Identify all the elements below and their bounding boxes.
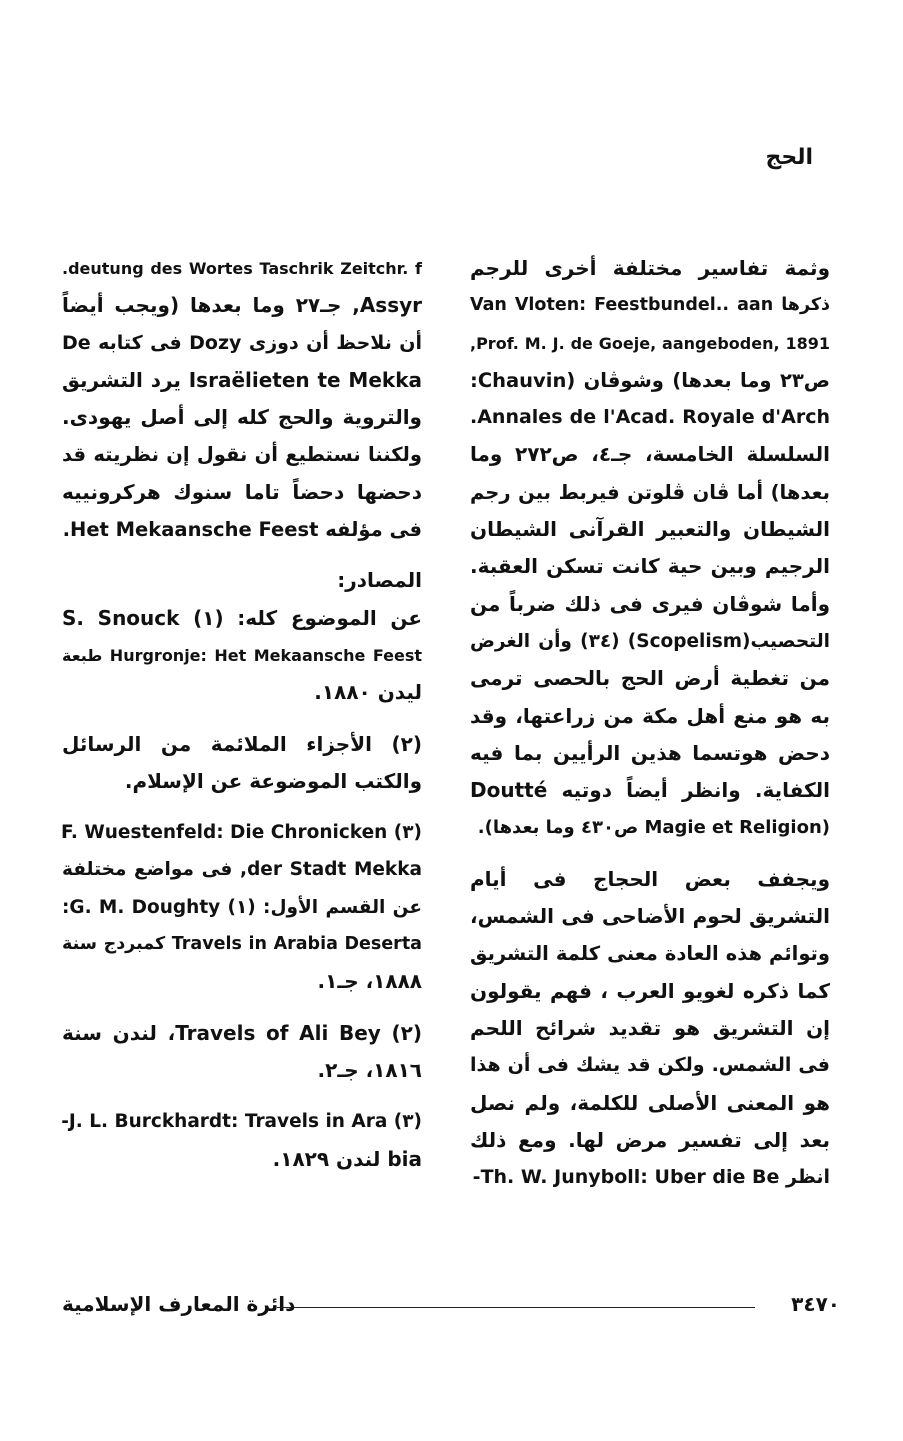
text-line: (٣) F. Wuestenfeld: Die Chronicken — [60, 822, 422, 844]
footer-title: دائرة المعارف الإسلامية — [62, 1292, 296, 1316]
footer-rule — [277, 1307, 755, 1308]
text-line: Hurgronje: Het Mekaansche Feest طبعة — [62, 645, 422, 665]
text-line: فى مؤلفه Het Mekaansche Feest. — [62, 518, 422, 542]
text-line: ذكرها Van Vloten: Feestbundel.. aan — [470, 295, 830, 316]
text-line: بعدها) أما ڤان ڤلوتن فيربط بين رجم — [470, 480, 830, 504]
text-line: Travels in Arabia Deserta كمبردج سنة — [62, 934, 422, 955]
text-line: وأما شوڤان فيرى فى ذلك ضرباً من — [470, 591, 830, 616]
paragraph-gap — [470, 847, 830, 861]
text-line: التشريق لحوم الأضاحى فى الشمس، — [470, 904, 830, 929]
page-footer — [62, 1292, 840, 1332]
text-line: ولكننا نستطيع أن نقول إن نظريته قد — [62, 443, 422, 467]
text-line: (٣) J. L. Burckhardt: Travels in Ara- — [61, 1111, 422, 1133]
left-column — [62, 250, 422, 1178]
text-line: ١٨٨٨، جـ١. — [317, 969, 422, 994]
text-line: بعد إلى تفسير مرض لها. ومع ذلك — [470, 1127, 830, 1152]
text-line: إن التشريق هو تقديد شرائح اللحم — [470, 1015, 830, 1040]
text-line: دحض هوتسما هذين الرأيين بما فيه — [470, 740, 830, 765]
page-number: ٣٤٧٠ — [791, 1292, 840, 1316]
text-line: deutung des Wortes Taschrik Zeitchr. f. — [62, 259, 422, 278]
text-line: التحصيب(Scopelism) (٣٤) وأن الغرض — [470, 630, 831, 652]
text-line: ص٢٣ وما بعدها) وشوڤان (Chauvin: — [470, 368, 830, 392]
text-line: الشيطان والتعبير القرآنى الشيطان — [470, 517, 830, 542]
text-line: وتوائم هذه العادة معنى كلمة التشريق — [470, 942, 830, 966]
text-line: دحضها دحضاً تاما سنوك هركرونييه — [62, 479, 422, 504]
text-line: هو المعنى الأصلى للكلمة، ولم نصل — [470, 1090, 830, 1115]
text-line: (٢) Travels of Ali Bey، لندن سنة — [62, 1020, 422, 1045]
text-line: المصادر: — [337, 568, 422, 593]
text-line: Annales de l'Acad. Royale d'Arch. — [470, 406, 830, 429]
paragraph-gap — [62, 1001, 422, 1015]
text-line: Prof. M. J. de Goeje, aangeboden, 1891, — [470, 333, 830, 353]
text-line: (٢) الأجزاء الملائمة من الرسائل — [62, 731, 422, 756]
text-line: انظر Th. W. Junyboll: Uber die Be- — [472, 1166, 830, 1189]
text-line: كما ذكره لغويو العرب ، فهم يقولون — [470, 978, 830, 1003]
text-line: الرجيم وبين حية كانت تسكن العقبة. — [470, 554, 830, 579]
paragraph-gap — [62, 712, 422, 726]
text-line: أن نلاحظ أن دوزى Dozy فى كتابه De — [62, 331, 422, 354]
text-line: (Magie et Religion ص٤٣٠ وما بعدها). — [477, 817, 830, 839]
paragraph-gap — [62, 1089, 422, 1103]
text-line: عن القسم الأول: (١) G. M. Doughty: — [62, 896, 422, 918]
text-line: ١٨١٦، جـ٢. — [317, 1057, 422, 1082]
paragraph-gap — [62, 548, 422, 562]
text-line: Assyr, جـ٢٧ وما بعدها (ويجب أيضاً — [62, 293, 423, 318]
text-line: وثمة تفاسير مختلفة أخرى للرجم — [470, 256, 830, 280]
text-line: من تغطية أرض الحج بالحصى ترمى — [470, 666, 830, 691]
text-line: ليدن ١٨٨٠. — [314, 680, 422, 705]
right-column — [470, 250, 830, 1196]
text-line: Israëlieten te Mekka يرد التشريق — [62, 367, 422, 392]
text-line: الكفاية. وانظر أيضاً دوتيه Doutté — [470, 778, 830, 803]
text-line: والتروية والحج كله إلى أصل يهودى. — [62, 405, 422, 430]
text-line: والكتب الموضوعة عن الإسلام. — [124, 768, 422, 793]
text-line: der Stadt Mekka, فى مواضع مختلفة — [62, 859, 422, 881]
text-line: به هو منع أهل مكة من زراعتها، وقد — [470, 703, 830, 728]
text-line: ويجفف بعض الحجاج فى أيام — [470, 866, 830, 891]
page-header: الحج — [765, 145, 813, 170]
text-line: السلسلة الخامسة، جـ٤، ص٢٧٢ وما — [470, 442, 830, 467]
paragraph-gap — [62, 800, 422, 814]
text-line: bia لندن ١٨٢٩. — [272, 1146, 422, 1171]
text-line: عن الموضوع كله: (١) S. Snouck — [62, 605, 423, 630]
text-line: فى الشمس. ولكن قد يشك فى أن هذا — [470, 1054, 830, 1077]
